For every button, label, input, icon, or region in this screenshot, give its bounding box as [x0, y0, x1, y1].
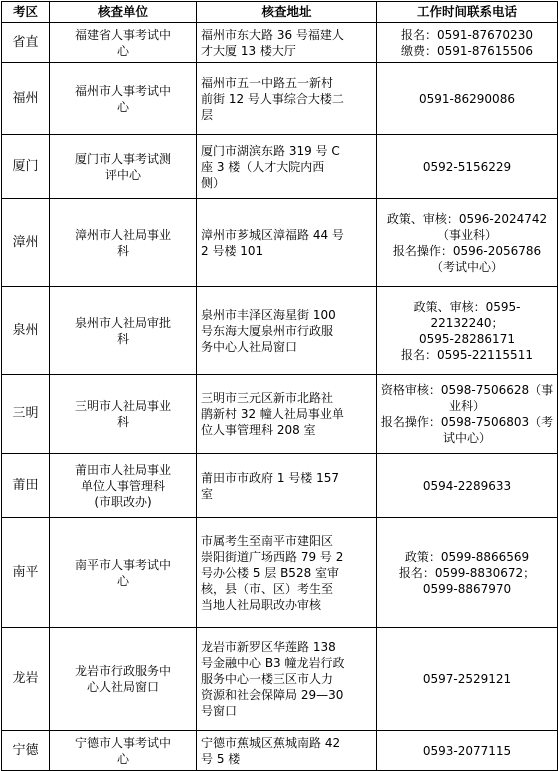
address-cell-line: 侧）	[201, 175, 226, 190]
address-cell-line: 2 号楼 101	[201, 243, 264, 258]
unit-cell-line: 评中心	[104, 167, 141, 182]
table-row	[2, 135, 558, 199]
address-cell	[197, 518, 377, 628]
address-cell-line: 三明市三元区新市北路社	[201, 391, 334, 405]
address-cell-line: 市属考生至南平市建阳区	[201, 533, 334, 548]
unit-cell	[50, 287, 197, 375]
address-cell	[197, 454, 377, 518]
unit-cell	[50, 518, 197, 628]
address-cell	[197, 63, 377, 135]
unit-cell	[50, 135, 197, 199]
district-cell: 福州	[2, 63, 50, 135]
table-row	[2, 287, 558, 375]
district-cell: 莆田	[2, 454, 50, 518]
address-cell	[197, 199, 377, 287]
address-cell-line: 厦门市湖滨东路 319 号 C	[201, 143, 340, 158]
phone-cell	[377, 63, 558, 135]
address-cell-line: 服务中心一楼三区市人力	[201, 672, 334, 686]
address-cell	[197, 375, 377, 454]
unit-cell-line: 泉州市人社局审批	[74, 315, 171, 330]
phone-cell	[377, 628, 558, 731]
unit-cell-line: (市职改办)	[94, 494, 152, 509]
exam-verification-table	[1, 1, 558, 771]
address-cell-line: 资源和社会保障局 29—30	[201, 688, 344, 702]
header-row	[2, 2, 558, 23]
district-cell: 宁德	[2, 731, 50, 771]
table-row	[2, 454, 558, 518]
phone-cell-line: 报名操作：0596-2056786	[392, 243, 542, 258]
address-cell-line: 层	[201, 107, 214, 122]
unit-cell-line: 科	[116, 331, 129, 346]
phone-cell-line: 试中心）	[442, 431, 491, 445]
phone-cell	[377, 375, 558, 454]
phone-cell-line: 0592-5156229	[422, 159, 512, 174]
address-cell-line: 福州市东大路 36 号福建人	[201, 27, 344, 42]
address-cell	[197, 135, 377, 199]
header-address: 核查地址	[197, 2, 377, 23]
unit-cell	[50, 23, 197, 63]
phone-cell-line: （考试中心）	[430, 259, 503, 274]
phone-cell-line: 0599-8867970	[422, 581, 512, 596]
address-cell-line: 室	[201, 486, 214, 501]
address-cell	[197, 23, 377, 63]
phone-cell	[377, 518, 558, 628]
district-cell: 龙岩	[2, 628, 50, 731]
address-cell-line: 崇阳街道广场西路 79 号 2	[201, 549, 344, 564]
phone-cell-line: 报名：0599-8830672；	[398, 565, 536, 580]
unit-cell-line: 宁德市人事考试中	[74, 735, 171, 750]
unit-cell	[50, 63, 197, 135]
table-row	[2, 731, 558, 771]
unit-cell-line: 心	[116, 99, 129, 114]
table-row	[2, 63, 558, 135]
unit-cell-line: 南平市人事考试中	[74, 557, 171, 572]
phone-cell-line: 报名操作：0598-7506803（考	[380, 415, 554, 429]
header-phone: 工作时间联系电话	[377, 2, 558, 23]
address-cell-line: 漳州市芗城区漳福路 44 号	[201, 227, 344, 242]
table-row	[2, 23, 558, 63]
unit-cell-line: 心人社局窗口	[86, 680, 159, 694]
unit-cell-line: 厦门市人事考试测	[74, 151, 171, 166]
address-cell	[197, 628, 377, 731]
unit-cell-line: 三明市人社局事业	[74, 399, 171, 413]
phone-cell-line: 0595-28286171	[419, 331, 515, 346]
unit-cell	[50, 375, 197, 454]
district-cell: 南平	[2, 518, 50, 628]
district-cell: 漳州	[2, 199, 50, 287]
address-cell-line: 龙岩市新罗区华莲路 138	[201, 640, 336, 654]
unit-cell-line: 科	[116, 243, 129, 258]
phone-cell-line: 政策：0599-8866569	[404, 549, 530, 564]
address-cell-line: 才大厦 13 楼大厅	[201, 43, 296, 58]
table-body	[2, 23, 558, 771]
address-cell-line: 宁德市蕉城区蕉城南路 42	[201, 735, 341, 750]
address-cell-line: 位人事管理科 208 室	[201, 423, 316, 437]
district-cell: 省直	[2, 23, 50, 63]
address-cell-line: 泉州市丰泽区海星街 100	[201, 307, 336, 322]
table-row	[2, 628, 558, 731]
unit-cell-line: 科	[116, 415, 129, 429]
unit-cell-line: 漳州市人社局事业	[74, 227, 171, 242]
address-cell-line: 前街 12 号人事综合大楼二	[201, 91, 344, 106]
phone-cell-line: 业科）	[448, 399, 485, 413]
unit-cell-line: 莆田市人社局事业	[74, 462, 171, 477]
header-district: 考区	[2, 2, 50, 23]
address-cell-line: 号办公楼 5 层 B528 室审	[201, 565, 340, 580]
address-cell-line: 福州市五一中路五一新村	[201, 75, 334, 90]
unit-cell	[50, 731, 197, 771]
phone-cell	[377, 23, 558, 63]
header-unit: 核查单位	[50, 2, 197, 23]
address-cell	[197, 287, 377, 375]
phone-cell-line: 22132240；	[430, 315, 504, 330]
address-cell-line: 号金融中心 B3 幢龙岩行政	[201, 656, 345, 670]
phone-cell-line: 报名：0595-22115511	[401, 347, 533, 362]
address-cell-line: 当地人社局职改办审核	[201, 597, 322, 612]
phone-cell-line: 0594-2289633	[422, 478, 512, 493]
unit-cell-line: 心	[116, 573, 129, 588]
phone-cell-line: （事业科）	[436, 227, 497, 242]
address-cell-line: 座 3 楼（人才大院内西	[201, 159, 325, 174]
phone-cell-line: 资格审核：0598-7506628（事	[380, 383, 554, 397]
table-row	[2, 375, 558, 454]
district-cell: 三明	[2, 375, 50, 454]
address-cell-line: 鹃新村 32 幢人社局事业单	[201, 407, 344, 421]
phone-cell-line: 报名：0591-87670230	[401, 27, 533, 42]
address-cell	[197, 731, 377, 771]
unit-cell-line: 心	[116, 43, 129, 58]
phone-cell	[377, 135, 558, 199]
address-cell-line: 号东海大厦泉州市行政服	[201, 323, 334, 338]
unit-cell-line: 龙岩市行政服务中	[74, 664, 171, 678]
phone-cell-line: 0591-86290086	[419, 91, 515, 106]
phone-cell-line: 0593-2077115	[422, 743, 512, 758]
address-cell-line: 核，县（市、区）考生至	[201, 581, 334, 596]
unit-cell	[50, 199, 197, 287]
phone-cell-line: 0597-2529121	[422, 672, 512, 686]
unit-cell	[50, 628, 197, 731]
district-cell: 厦门	[2, 135, 50, 199]
unit-cell-line: 福建省人事考试中	[74, 27, 171, 42]
table-row	[2, 199, 558, 287]
district-cell: 泉州	[2, 287, 50, 375]
address-cell-line: 莆田市市政府 1 号楼 157	[201, 470, 339, 485]
phone-cell-line: 政策、审核：0596-2024742	[386, 211, 548, 226]
phone-cell	[377, 454, 558, 518]
address-cell-line: 号窗口	[201, 704, 238, 718]
unit-cell-line: 福州市人事考试中	[74, 83, 171, 98]
phone-cell	[377, 199, 558, 287]
phone-cell-line: 政策、审核：0595-	[413, 299, 521, 314]
unit-cell-line: 单位人事管理科	[80, 478, 165, 493]
phone-cell	[377, 287, 558, 375]
address-cell-line: 号 5 楼	[201, 751, 241, 766]
address-cell-line: 务中心人社局窗口	[201, 339, 298, 354]
unit-cell-line: 心	[116, 751, 129, 766]
phone-cell	[377, 731, 558, 771]
unit-cell	[50, 454, 197, 518]
phone-cell-line: 缴费：0591-87615506	[401, 43, 533, 58]
table-row	[2, 518, 558, 628]
